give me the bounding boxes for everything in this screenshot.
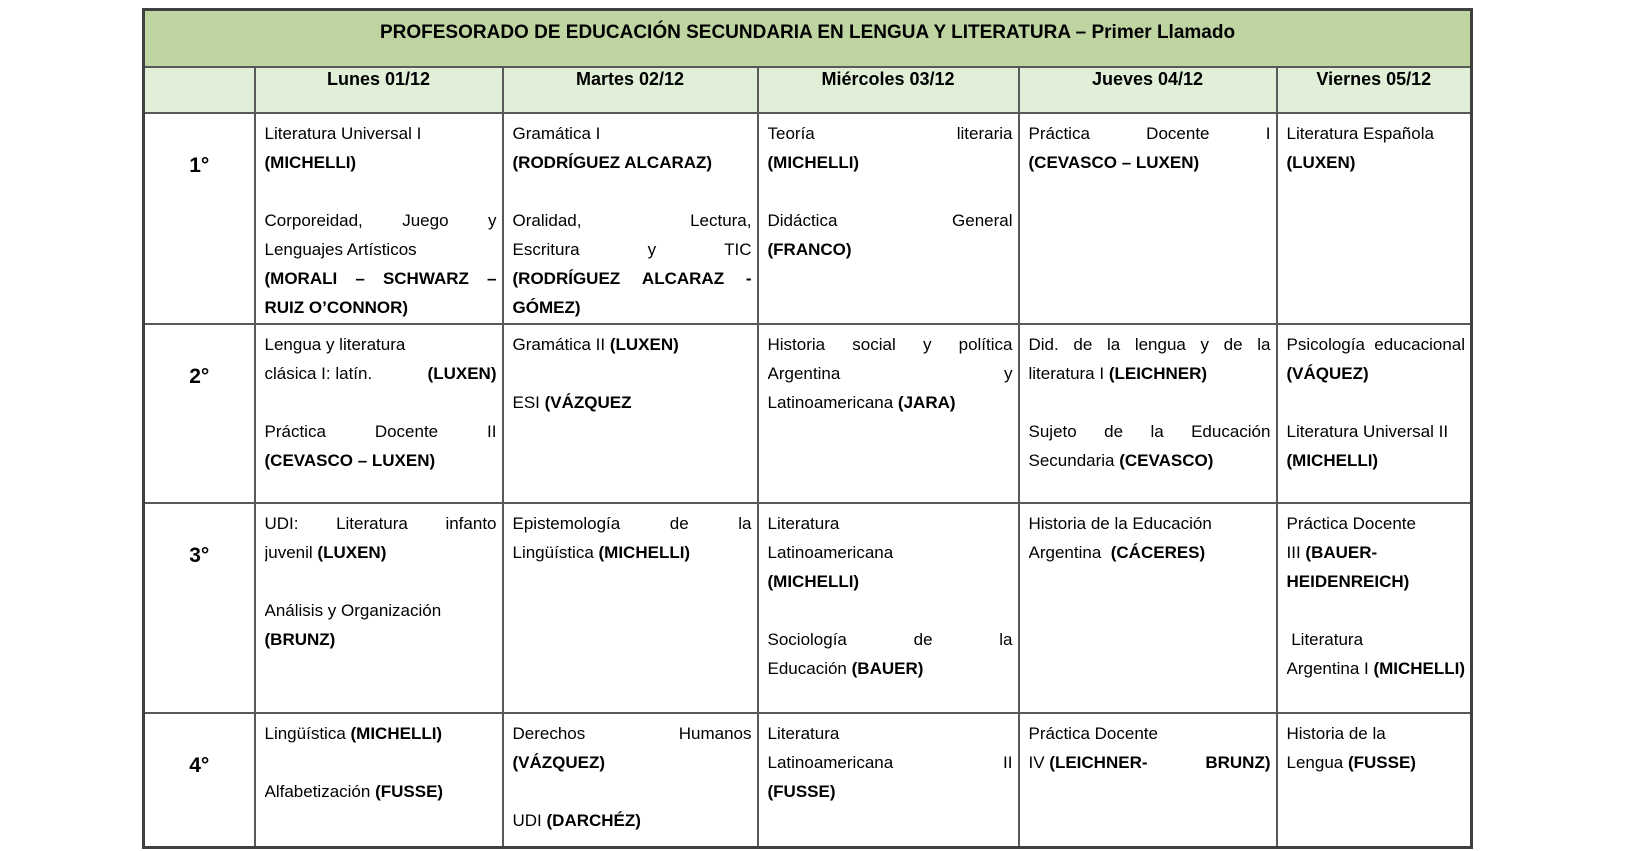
cell-3-jueves (1019, 503, 1277, 713)
course-line: Psicología educacional (1286, 334, 1466, 354)
course-line: Argentina I (MICHELLI) (1286, 658, 1466, 678)
course-line: Secundaria (CEVASCO) (1028, 450, 1214, 470)
course-line (265, 177, 497, 206)
day-header-jueves: Jueves 04/12 (1019, 67, 1277, 113)
course-line: Lenguajes Artísticos (264, 239, 417, 259)
course-line: Teoría literaria (767, 123, 1013, 143)
course-line: (FUSSE) (767, 781, 836, 801)
course-line (265, 748, 497, 777)
course-line: Latinoamericana (767, 542, 894, 562)
cell-4-viernes (1277, 713, 1472, 848)
cell-4-lunes (255, 713, 503, 848)
cell-1-martes (503, 113, 758, 324)
course-line: Argentina y (767, 363, 1013, 383)
course-line: Literatura (767, 513, 840, 533)
course-line: (CEVASCO – LUXEN) (1028, 152, 1200, 172)
course-line: Sujeto de la Educación (1028, 421, 1271, 441)
course-line: (MICHELLI) (1286, 450, 1379, 470)
course-line: Gramática II (LUXEN) (512, 334, 679, 354)
course-line: Latinoamericana II (767, 752, 1013, 772)
course-line: Corporeidad, Juego y (264, 210, 497, 230)
course-line: GÓMEZ) (512, 297, 581, 317)
course-line (513, 359, 752, 388)
course-line (768, 177, 1013, 206)
course-line: (BRUNZ) (264, 629, 336, 649)
course-line: RUIZ O’CONNOR) (264, 297, 409, 317)
cell-3-lunes (255, 503, 503, 713)
course-line: (RODRÍGUEZ ALCARAZ) (512, 152, 713, 172)
course-line: UDI (DARCHÉZ) (512, 810, 641, 830)
cell-1-miercoles (758, 113, 1019, 324)
day-header-viernes: Viernes 05/12 (1277, 67, 1472, 113)
cell-3-viernes (1277, 503, 1472, 713)
cell-4-martes (503, 713, 758, 848)
course-line: (MICHELLI) (264, 152, 357, 172)
schedule-table (142, 8, 1473, 849)
day-header-lunes: Lunes 01/12 (255, 67, 503, 113)
course-line: literatura I (LEICHNER) (1028, 363, 1208, 383)
cell-2-jueves (1019, 324, 1277, 503)
cell-2-martes (503, 324, 758, 503)
course-line: Lingüística (MICHELLI) (264, 723, 443, 743)
cell-4-miercoles (758, 713, 1019, 848)
corner-cell (144, 67, 255, 113)
course-line (1287, 388, 1466, 417)
schedule-row-4 (144, 713, 1472, 848)
course-line: Escritura y TIC (512, 239, 752, 259)
course-line: HEIDENREICH) (1286, 571, 1410, 591)
course-line: Literatura Universal II (1286, 421, 1449, 441)
cell-1-jueves (1019, 113, 1277, 324)
course-line: Análisis y Organización (264, 600, 442, 620)
course-line: juvenil (LUXEN) (264, 542, 387, 562)
course-line: Gramática I (512, 123, 601, 143)
schedule-row-3 (144, 503, 1472, 713)
course-line: Did. de la lengua y de la (1028, 334, 1271, 354)
year-label-3: 3° (144, 503, 255, 713)
course-line: Lengua (FUSSE) (1286, 752, 1416, 772)
course-line: Literatura Española (1286, 123, 1434, 143)
course-line (513, 177, 752, 206)
course-line: Historia de la (1286, 723, 1386, 743)
course-line: Práctica Docente (1286, 513, 1416, 533)
cell-1-lunes (255, 113, 503, 324)
course-line: Argentina (CÁCERES) (1028, 542, 1206, 562)
course-line: (MICHELLI) (767, 152, 860, 172)
course-line (265, 388, 497, 417)
course-line: Alfabetización (FUSSE) (264, 781, 444, 801)
year-label-4: 4° (144, 713, 255, 848)
table-title: PROFESORADO DE EDUCACIÓN SECUNDARIA EN LENGUA Y LITERATURA – Primer Llamado (144, 10, 1472, 67)
day-header-row (144, 67, 1472, 113)
cell-2-lunes (255, 324, 503, 503)
course-line: Oralidad, Lectura, (512, 210, 752, 230)
course-line: Literatura (767, 723, 840, 743)
course-line: (CEVASCO – LUXEN) (264, 450, 436, 470)
course-line (513, 777, 752, 806)
course-line: Epistemología de la (512, 513, 752, 533)
course-line: Literatura Universal I (264, 123, 422, 143)
year-label-1: 1° (144, 113, 255, 324)
course-line: Lingüística (MICHELLI) (512, 542, 691, 562)
cell-3-martes (503, 503, 758, 713)
course-line: Derechos Humanos (512, 723, 752, 743)
day-header-martes: Martes 02/12 (503, 67, 758, 113)
course-line: Historia social y política (767, 334, 1013, 354)
course-line: Educación (BAUER) (767, 658, 924, 678)
course-line (1287, 596, 1466, 625)
schedule-row-1 (144, 113, 1472, 324)
course-line: IV (LEICHNER- BRUNZ) (1028, 752, 1271, 772)
course-line: (MORALI – SCHWARZ – (264, 268, 497, 288)
course-line: (LUXEN) (1286, 152, 1356, 172)
course-line (265, 567, 497, 596)
course-line: Literatura (1286, 629, 1364, 649)
schedule-row-2 (144, 324, 1472, 503)
cell-1-viernes (1277, 113, 1472, 324)
title-row (144, 10, 1472, 67)
course-line: ESI (VÁZQUEZ (512, 392, 632, 412)
course-line: Latinoamericana (JARA) (767, 392, 956, 412)
year-label-2: 2° (144, 324, 255, 503)
cell-2-miercoles (758, 324, 1019, 503)
course-line: (VÁQUEZ) (1286, 363, 1369, 383)
course-line: Lengua y literatura (264, 334, 406, 354)
course-line: UDI: Literatura infanto (264, 513, 497, 533)
course-line: Sociología de la (767, 629, 1013, 649)
course-line (768, 596, 1013, 625)
cell-3-miercoles (758, 503, 1019, 713)
course-line: Didáctica General (767, 210, 1013, 230)
course-line: Práctica Docente (1028, 723, 1158, 743)
cell-2-viernes (1277, 324, 1472, 503)
course-line: III (BAUER- (1286, 542, 1378, 562)
course-line: (FRANCO) (767, 239, 852, 259)
day-header-miercoles: Miércoles 03/12 (758, 67, 1019, 113)
course-line: clásica I: latín. (LUXEN) (264, 363, 497, 383)
course-line: (MICHELLI) (767, 571, 860, 591)
course-line: Práctica Docente II (264, 421, 497, 441)
course-line (1029, 388, 1271, 417)
course-line: Historia de la Educación (1028, 513, 1212, 533)
course-line: (RODRÍGUEZ ALCARAZ - (512, 268, 752, 288)
course-line: (VÁZQUEZ) (512, 752, 606, 772)
course-line: Práctica Docente I (1028, 123, 1271, 143)
cell-4-jueves (1019, 713, 1277, 848)
